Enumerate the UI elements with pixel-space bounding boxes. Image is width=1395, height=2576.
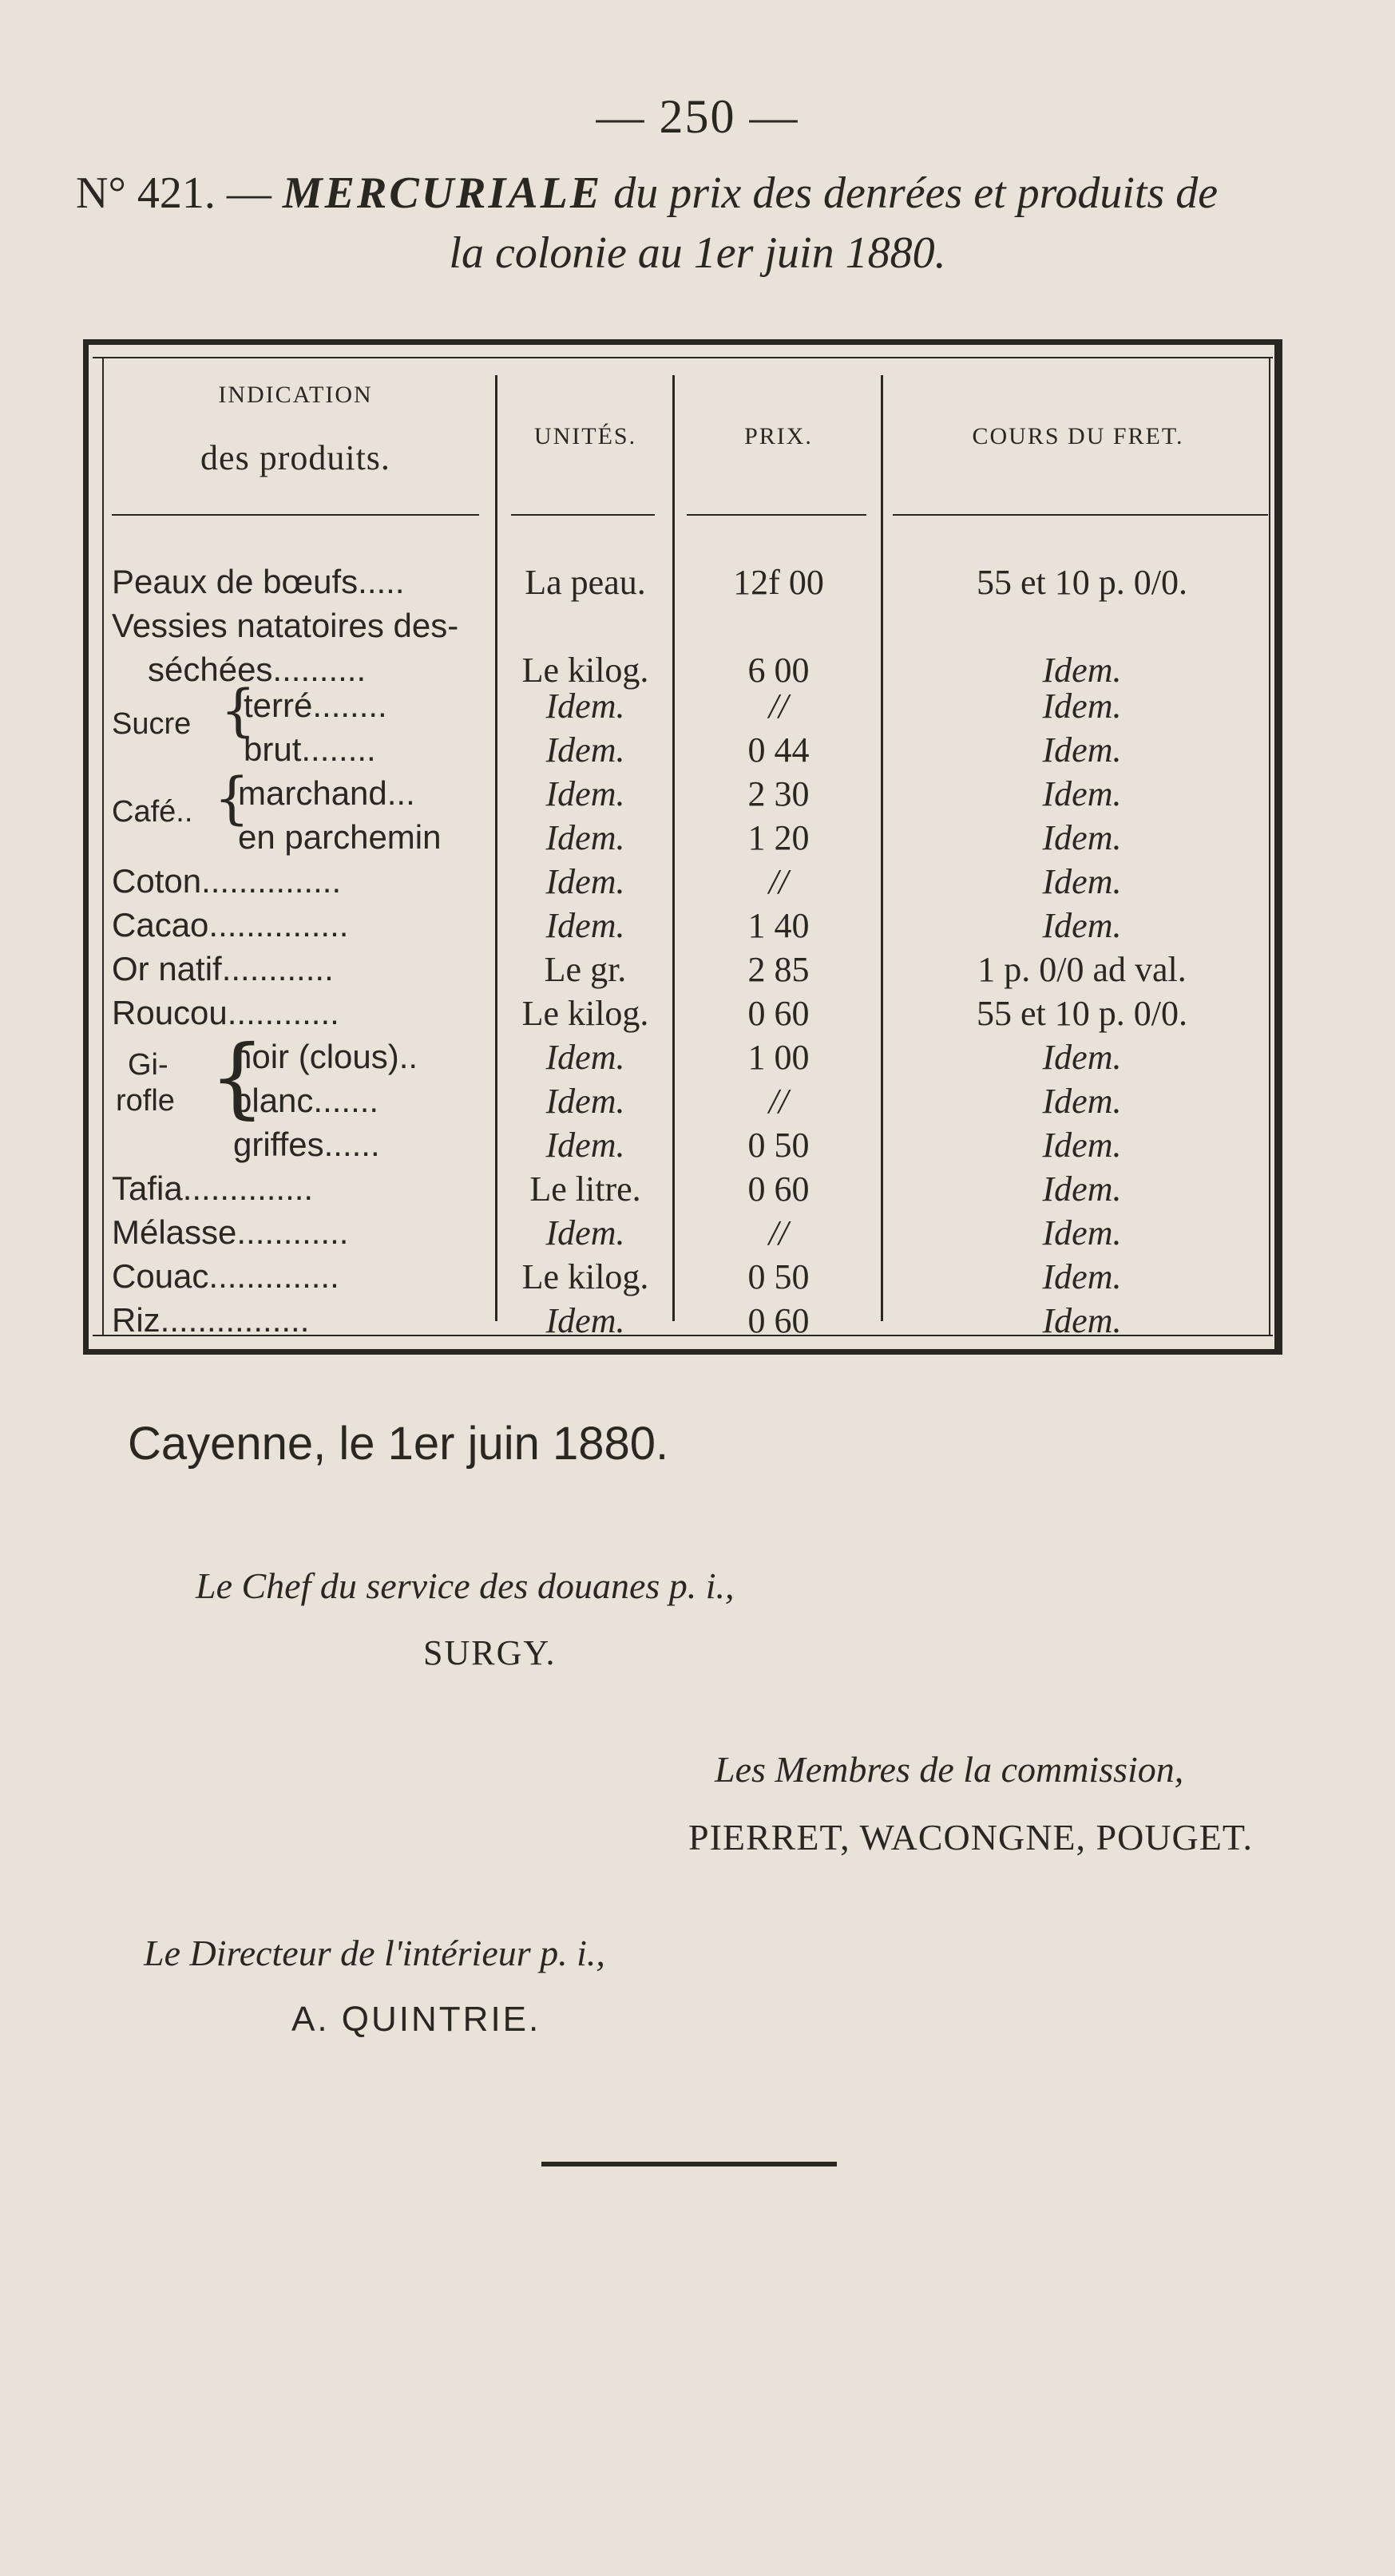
row-cafe-marchand-freight: Idem. <box>1042 774 1122 813</box>
heading-line2: la colonie au 1er juin 1880. <box>449 228 946 278</box>
row-sucre-terre-freight: Idem. <box>1042 687 1122 726</box>
row-roucou-unit: Le kilog. <box>521 994 649 1033</box>
row-couac-freight: Idem. <box>1042 1257 1122 1296</box>
header-rule-4 <box>893 514 1268 516</box>
row-melasse-price: // <box>768 1213 789 1252</box>
row-vessies-name-line2: séchées.......... <box>148 651 367 688</box>
row-roucou-name: Roucou............ <box>112 994 339 1031</box>
row-girofle-griffes-unit: Idem. <box>545 1126 625 1165</box>
header-freight: COURS DU FRET. <box>972 423 1184 449</box>
row-or-natif-price: 2 85 <box>747 950 810 989</box>
row-sucre-terre-name: terré........ <box>244 687 387 724</box>
row-cafe-parchemin-unit: Idem. <box>545 818 625 857</box>
closing-rule <box>541 2162 837 2166</box>
row-melasse-unit: Idem. <box>545 1213 625 1252</box>
heading-number: N° 421. — <box>76 168 271 218</box>
row-girofle-noir-unit: Idem. <box>545 1038 625 1077</box>
row-girofle-blanc-freight: Idem. <box>1042 1082 1122 1121</box>
row-tafia-freight: Idem. <box>1042 1169 1122 1209</box>
row-vessies-price: 6 00 <box>747 651 810 690</box>
row-riz-unit: Idem. <box>545 1301 625 1340</box>
group-girofle-label-top: Gi- <box>128 1048 168 1082</box>
row-girofle-noir-price: 1 00 <box>747 1038 810 1077</box>
row-cacao-name: Cacao............... <box>112 906 349 944</box>
row-tafia-name: Tafia.............. <box>112 1169 314 1207</box>
signature-commission-title: Les Membres de la commission, <box>715 1749 1184 1790</box>
row-cacao-freight: Idem. <box>1042 906 1122 945</box>
row-roucou-freight: 55 et 10 p. 0/0. <box>977 994 1187 1033</box>
row-cacao-price: 1 40 <box>747 906 810 945</box>
row-sucre-brut-name: brut........ <box>244 730 376 768</box>
group-sucre-label: Sucre <box>112 707 192 741</box>
signature-douanes-name: SURGY. <box>423 1633 557 1672</box>
row-girofle-griffes-freight: Idem. <box>1042 1126 1122 1165</box>
group-cafe-label: Café.. <box>112 795 193 829</box>
row-couac-name: Couac.............. <box>112 1257 339 1295</box>
row-couac-price: 0 50 <box>747 1257 810 1296</box>
row-vessies-name-line1: Vessies natatoires des- <box>112 607 459 644</box>
table-inner-top-rule <box>93 357 1273 358</box>
header-price: PRIX. <box>744 423 813 449</box>
row-coton-price: // <box>768 862 789 901</box>
signature-interieur-title: Le Directeur de l'intérieur p. i., <box>144 1933 605 1973</box>
group-sucre-brace: { <box>220 678 256 743</box>
heading-mercuriale: MERCURIALE <box>282 168 603 218</box>
heading-line1-rest: du prix des denrées et produits de <box>613 168 1219 218</box>
row-or-natif-freight: 1 p. 0/0 ad val. <box>977 950 1187 989</box>
row-girofle-blanc-unit: Idem. <box>545 1082 625 1121</box>
row-or-natif-name: Or natif............ <box>112 950 334 987</box>
row-cafe-marchand-price: 2 30 <box>747 774 810 813</box>
row-cafe-parchemin-freight: Idem. <box>1042 818 1122 857</box>
row-coton-freight: Idem. <box>1042 862 1122 901</box>
row-cafe-parchemin-name: en parchemin <box>238 818 442 856</box>
signature-interieur-name: A. QUINTRIE. <box>291 2000 541 2039</box>
row-peaux-unit: La peau. <box>525 563 646 602</box>
row-vessies-freight: Idem. <box>1042 651 1122 690</box>
header-rule-1 <box>112 514 479 516</box>
row-or-natif-unit: Le gr. <box>544 950 627 989</box>
row-peaux-freight: 55 et 10 p. 0/0. <box>977 563 1187 602</box>
row-coton-name: Coton............... <box>112 862 342 900</box>
column-rule-1 <box>495 375 497 1321</box>
row-melasse-name: Mélasse............ <box>112 1213 349 1251</box>
row-peaux-name: Peaux de bœufs..... <box>112 563 405 600</box>
header-units: UNITÉS. <box>533 423 637 449</box>
row-peaux-price: 12f 00 <box>733 563 824 602</box>
row-cafe-marchand-unit: Idem. <box>545 774 625 813</box>
signature-douanes-title: Le Chef du service des douanes p. i., <box>196 1565 735 1606</box>
group-girofle-label-bottom: rofle <box>116 1084 175 1118</box>
row-riz-name: Riz................ <box>112 1301 310 1339</box>
column-rule-3 <box>881 375 883 1321</box>
row-girofle-noir-name: noir (clous).. <box>233 1038 418 1075</box>
row-sucre-terre-unit: Idem. <box>545 687 625 726</box>
group-girofle-brace: { <box>209 1026 265 1128</box>
row-tafia-price: 0 60 <box>747 1169 810 1209</box>
header-rule-2 <box>511 514 655 516</box>
place-and-date: Cayenne, le 1er juin 1880. <box>128 1418 669 1470</box>
row-girofle-griffes-price: 0 50 <box>747 1126 810 1165</box>
header-rule-3 <box>687 514 866 516</box>
header-des-produits: des produits. <box>200 438 390 477</box>
header-indication: INDICATION <box>218 382 373 408</box>
row-sucre-brut-unit: Idem. <box>545 730 625 770</box>
column-rule-2 <box>672 375 675 1321</box>
row-cafe-parchemin-price: 1 20 <box>747 818 810 857</box>
table-inner-left-rule <box>102 358 104 1335</box>
row-coton-unit: Idem. <box>545 862 625 901</box>
document-heading <box>76 168 1322 219</box>
row-girofle-blanc-price: // <box>768 1082 789 1121</box>
row-cacao-unit: Idem. <box>545 906 625 945</box>
row-riz-freight: Idem. <box>1042 1301 1122 1340</box>
page-number: — 250 — <box>596 90 799 143</box>
row-girofle-noir-freight: Idem. <box>1042 1038 1122 1077</box>
row-roucou-price: 0 60 <box>747 994 810 1033</box>
row-couac-unit: Le kilog. <box>521 1257 649 1296</box>
row-sucre-terre-price: // <box>768 687 789 726</box>
row-sucre-brut-price: 0 44 <box>747 730 810 770</box>
row-tafia-unit: Le litre. <box>529 1169 641 1209</box>
row-melasse-freight: Idem. <box>1042 1213 1122 1252</box>
row-riz-price: 0 60 <box>747 1301 810 1340</box>
row-sucre-brut-freight: Idem. <box>1042 730 1122 770</box>
signature-commission-names: PIERRET, WACONGNE, POUGET. <box>688 1817 1254 1858</box>
group-cafe-brace: { <box>214 766 250 831</box>
row-girofle-griffes-name: griffes...... <box>233 1126 380 1163</box>
row-cafe-marchand-name: marchand... <box>238 774 415 812</box>
row-vessies-unit: Le kilog. <box>521 651 649 690</box>
row-girofle-blanc-name: blanc....... <box>233 1082 379 1119</box>
